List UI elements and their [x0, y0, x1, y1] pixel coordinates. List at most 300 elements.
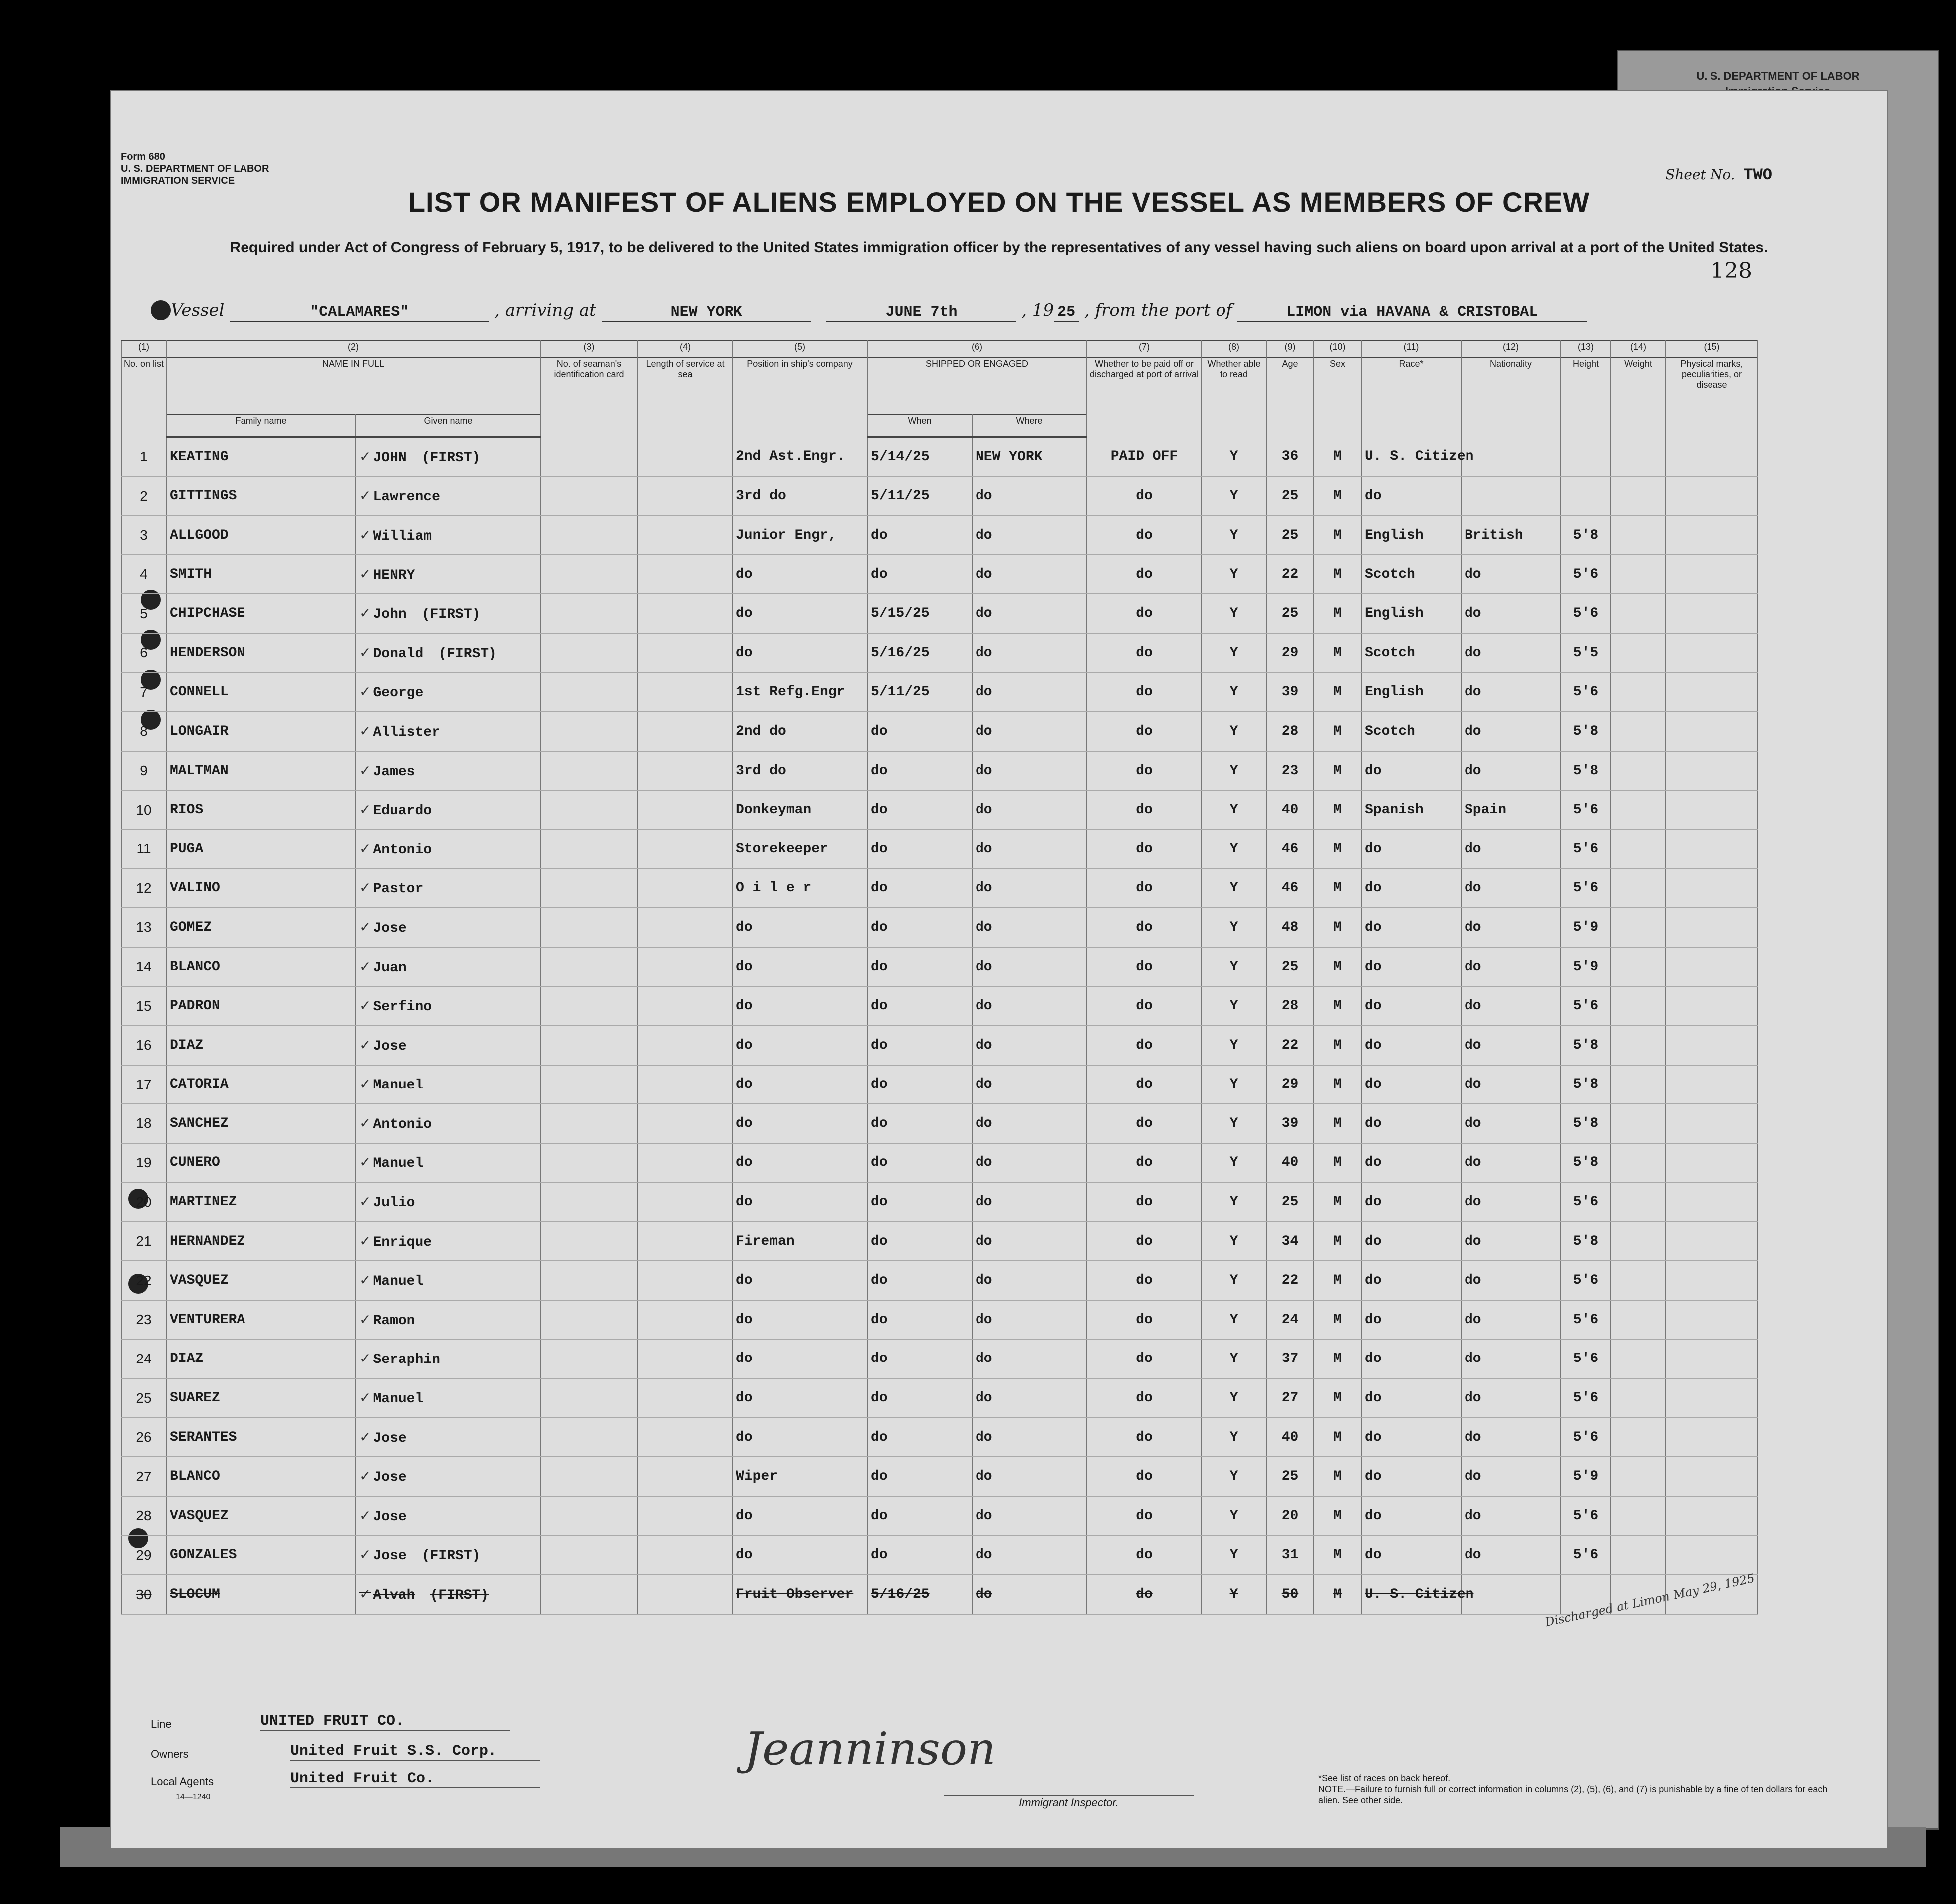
physical-marks-cell — [1666, 1222, 1758, 1261]
table-row — [121, 712, 1758, 751]
row-number-cell: 24 — [121, 1340, 166, 1379]
family-name-cell: GOMEZ — [166, 908, 356, 947]
shipped-where-cell: do — [972, 829, 1087, 869]
form-department: U. S. DEPARTMENT OF LABOR — [121, 163, 269, 174]
sheet-no-value: TWO — [1743, 166, 1772, 184]
height-cell: 5'6 — [1561, 594, 1611, 633]
family-name-cell: CUNERO — [166, 1143, 356, 1183]
sex-cell: M — [1314, 1182, 1361, 1222]
check-mark-icon: ✓ — [359, 1311, 371, 1328]
age-cell: 27 — [1266, 1378, 1314, 1418]
height-cell: 5'8 — [1561, 1026, 1611, 1065]
sex-cell: M — [1314, 1261, 1361, 1300]
table-row — [121, 1143, 1758, 1183]
height-cell: 5'6 — [1561, 1182, 1611, 1222]
row-number-cell: 26 — [121, 1418, 166, 1457]
shipped-when-cell: do — [867, 829, 972, 869]
arrival-year: 25 — [1054, 304, 1079, 322]
nationality-cell: do — [1461, 633, 1561, 673]
able-to-read-cell: Y — [1202, 1143, 1266, 1183]
id-card-cell — [540, 1418, 638, 1457]
age-cell: 29 — [1266, 1065, 1314, 1104]
id-card-cell — [540, 908, 638, 947]
shipped-when-cell: do — [867, 1026, 972, 1065]
arrival-date: JUNE 7th — [826, 304, 1016, 322]
position-cell: 3rd do — [733, 751, 867, 791]
shipped-where-cell: do — [972, 1457, 1087, 1496]
shipped-when-cell: do — [867, 1065, 972, 1104]
weight-cell — [1611, 1340, 1666, 1379]
family-name-cell: MARTINEZ — [166, 1182, 356, 1222]
age-cell: 48 — [1266, 908, 1314, 947]
position-cell: Fireman — [733, 1222, 867, 1261]
table-row — [121, 1182, 1758, 1222]
able-to-read-cell: Y — [1202, 1378, 1266, 1418]
physical-marks-cell — [1666, 594, 1758, 633]
physical-marks-cell — [1666, 673, 1758, 712]
given-name-text: George — [373, 685, 424, 701]
document-title: LIST OR MANIFEST OF ALIENS EMPLOYED ON THE VESSEL AS MEMBERS OF CREW — [408, 186, 1590, 218]
age-cell: 24 — [1266, 1300, 1314, 1340]
paid-off-cell: do — [1087, 908, 1202, 947]
row-number-cell: 4 — [121, 555, 166, 594]
position-cell: do — [733, 947, 867, 987]
age-cell: 28 — [1266, 986, 1314, 1026]
row-number-cell: 20 — [121, 1182, 166, 1222]
sex-cell: M — [1314, 555, 1361, 594]
id-card-cell — [540, 869, 638, 908]
race-cell: U. S. Citizen — [1361, 1575, 1461, 1614]
id-card-cell — [540, 1496, 638, 1536]
shipped-when-cell: do — [867, 1261, 972, 1300]
age-cell: 36 — [1266, 437, 1314, 477]
length-of-service-cell — [638, 1182, 733, 1222]
table-row — [121, 1575, 1758, 1614]
length-of-service-cell — [638, 712, 733, 751]
shipped-when-cell: do — [867, 908, 972, 947]
physical-marks-cell — [1666, 790, 1758, 829]
shipped-when-cell: do — [867, 1340, 972, 1379]
shipped-when-cell: do — [867, 947, 972, 987]
header-id-card: No. of seaman's identification card — [540, 358, 638, 437]
weight-cell — [1611, 986, 1666, 1026]
physical-marks-cell — [1666, 947, 1758, 987]
height-cell: 5'8 — [1561, 1222, 1611, 1261]
check-mark-icon: ✓ — [359, 683, 371, 700]
paid-off-cell: PAID OFF — [1087, 437, 1202, 477]
height-cell: 5'6 — [1561, 1300, 1611, 1340]
race-cell: do — [1361, 1026, 1461, 1065]
family-name-cell: VASQUEZ — [166, 1496, 356, 1536]
table-row — [121, 555, 1758, 594]
id-card-cell — [540, 1104, 638, 1143]
able-to-read-cell: Y — [1202, 986, 1266, 1026]
row-number-cell: 6 — [121, 633, 166, 673]
table-row — [121, 1378, 1758, 1418]
paid-off-cell: do — [1087, 869, 1202, 908]
crew-manifest-table — [121, 340, 1758, 1615]
length-of-service-cell — [638, 1575, 733, 1614]
row-number-cell: 30 — [121, 1575, 166, 1614]
nationality-cell: do — [1461, 594, 1561, 633]
shipped-where-cell: do — [972, 947, 1087, 987]
given-name-cell — [356, 594, 540, 633]
nationality-cell: do — [1461, 1065, 1561, 1104]
age-cell: 40 — [1266, 1143, 1314, 1183]
family-name-cell: CATORIA — [166, 1065, 356, 1104]
given-name-cell — [356, 1496, 540, 1536]
height-cell — [1561, 437, 1611, 477]
length-of-service-cell — [638, 594, 733, 633]
id-card-cell — [540, 1536, 638, 1575]
id-card-cell — [540, 1575, 638, 1614]
height-cell — [1561, 477, 1611, 516]
shipped-where-cell: do — [972, 1300, 1087, 1340]
first-trip-marker: (FIRST) — [421, 1548, 481, 1564]
height-cell: 5'6 — [1561, 829, 1611, 869]
length-of-service-cell — [638, 1457, 733, 1496]
given-name-cell — [356, 1222, 540, 1261]
col-num: (10) — [1314, 341, 1361, 358]
shipped-where-cell: do — [972, 1340, 1087, 1379]
physical-marks-cell — [1666, 1496, 1758, 1536]
physical-marks-cell — [1666, 1536, 1758, 1575]
row-number-cell: 16 — [121, 1026, 166, 1065]
col-num: (8) — [1202, 341, 1266, 358]
inspector-signature: Jeanninson — [744, 1723, 996, 1775]
shipped-when-cell: 5/15/25 — [867, 594, 972, 633]
shipped-where-cell: do — [972, 751, 1087, 791]
weight-cell — [1611, 751, 1666, 791]
paid-off-cell: do — [1087, 1143, 1202, 1183]
race-cell: do — [1361, 1496, 1461, 1536]
col-num: (6) — [867, 341, 1087, 358]
position-cell: Donkeyman — [733, 790, 867, 829]
age-cell: 40 — [1266, 790, 1314, 829]
given-name-cell — [356, 1457, 540, 1496]
race-cell: do — [1361, 1104, 1461, 1143]
paid-off-cell: do — [1087, 1575, 1202, 1614]
nationality-cell: do — [1461, 829, 1561, 869]
header-sex: Sex — [1314, 358, 1361, 437]
row-number-cell: 13 — [121, 908, 166, 947]
row-number-cell: 25 — [121, 1378, 166, 1418]
id-card-cell — [540, 1261, 638, 1300]
length-of-service-cell — [638, 986, 733, 1026]
able-to-read-cell: Y — [1202, 908, 1266, 947]
table-row — [121, 1222, 1758, 1261]
shipped-where-cell: do — [972, 1378, 1087, 1418]
family-name-cell: BLANCO — [166, 1457, 356, 1496]
length-of-service-cell — [638, 908, 733, 947]
family-name-cell: VENTURERA — [166, 1300, 356, 1340]
family-name-cell: SUAREZ — [166, 1378, 356, 1418]
weight-cell — [1611, 633, 1666, 673]
header-name-in-full: NAME IN FULL — [166, 358, 540, 415]
header-weight: Weight — [1611, 358, 1666, 437]
first-trip-marker: (FIRST) — [421, 607, 481, 623]
paid-off-cell: do — [1087, 986, 1202, 1026]
given-name-cell — [356, 477, 540, 516]
shipped-when-cell: do — [867, 751, 972, 791]
nationality-cell: do — [1461, 1496, 1561, 1536]
position-cell: do — [733, 633, 867, 673]
length-of-service-cell — [638, 1026, 733, 1065]
able-to-read-cell: Y — [1202, 869, 1266, 908]
weight-cell — [1611, 1418, 1666, 1457]
sex-cell: M — [1314, 751, 1361, 791]
shipped-when-cell: do — [867, 1222, 972, 1261]
id-card-cell — [540, 1182, 638, 1222]
given-name-cell — [356, 1418, 540, 1457]
table-row — [121, 908, 1758, 947]
table-row — [121, 1496, 1758, 1536]
paid-off-cell: do — [1087, 1536, 1202, 1575]
nationality-cell: do — [1461, 1026, 1561, 1065]
paid-off-cell: do — [1087, 751, 1202, 791]
owners-label: Owners — [151, 1748, 189, 1760]
given-name-cell — [356, 633, 540, 673]
able-to-read-cell: Y — [1202, 555, 1266, 594]
height-cell: 5'6 — [1561, 1378, 1611, 1418]
physical-marks-cell — [1666, 1457, 1758, 1496]
race-cell: English — [1361, 594, 1461, 633]
shipped-where-cell: do — [972, 1104, 1087, 1143]
sex-cell: M — [1314, 712, 1361, 751]
shipped-when-cell: do — [867, 1378, 972, 1418]
length-of-service-cell — [638, 1378, 733, 1418]
header-where: Where — [972, 415, 1087, 437]
race-cell: U. S. Citizen — [1361, 437, 1461, 477]
age-cell: 39 — [1266, 673, 1314, 712]
col-num: (12) — [1461, 341, 1561, 358]
position-cell: Junior Engr, — [733, 516, 867, 555]
check-mark-icon: ✓ — [359, 997, 371, 1014]
given-name-text: Manuel — [373, 1156, 424, 1172]
shipped-when-cell: do — [867, 1496, 972, 1536]
height-cell: 5'6 — [1561, 555, 1611, 594]
table-row — [121, 869, 1758, 908]
race-cell: English — [1361, 673, 1461, 712]
family-name-cell: KEATING — [166, 437, 356, 477]
given-name-cell — [356, 673, 540, 712]
shipped-when-cell: do — [867, 1104, 972, 1143]
height-cell: 5'9 — [1561, 947, 1611, 987]
col-num: (15) — [1666, 341, 1758, 358]
family-name-cell: SANCHEZ — [166, 1104, 356, 1143]
row-number-cell: 5 — [121, 594, 166, 633]
shipped-where-cell: do — [972, 1222, 1087, 1261]
height-cell: 5'5 — [1561, 633, 1611, 673]
able-to-read-cell: Y — [1202, 1065, 1266, 1104]
length-of-service-cell — [638, 869, 733, 908]
shipped-where-cell: do — [972, 908, 1087, 947]
position-cell: O i l e r — [733, 869, 867, 908]
family-name-cell: VASQUEZ — [166, 1261, 356, 1300]
sex-cell: M — [1314, 437, 1361, 477]
row-number-cell: 17 — [121, 1065, 166, 1104]
row-number-cell: 18 — [121, 1104, 166, 1143]
age-cell: 25 — [1266, 594, 1314, 633]
shipped-when-cell: do — [867, 1418, 972, 1457]
check-mark-icon: ✓ — [359, 1076, 371, 1092]
race-cell: do — [1361, 1340, 1461, 1379]
weight-cell — [1611, 1104, 1666, 1143]
id-card-cell — [540, 1457, 638, 1496]
age-cell: 25 — [1266, 1182, 1314, 1222]
weight-cell — [1611, 516, 1666, 555]
sex-cell: M — [1314, 1575, 1361, 1614]
able-to-read-cell: Y — [1202, 1457, 1266, 1496]
shipped-where-cell: do — [972, 712, 1087, 751]
row-number-cell: 22 — [121, 1261, 166, 1300]
paid-off-cell: do — [1087, 1026, 1202, 1065]
id-card-cell — [540, 516, 638, 555]
height-cell: 5'8 — [1561, 1065, 1611, 1104]
position-cell: do — [733, 1418, 867, 1457]
height-cell: 5'6 — [1561, 1496, 1611, 1536]
weight-cell — [1611, 1457, 1666, 1496]
table-row — [121, 437, 1758, 477]
manifest-sheet — [110, 90, 1888, 1849]
year-label: , 19 — [1021, 300, 1054, 320]
id-card-cell — [540, 1143, 638, 1183]
weight-cell — [1611, 790, 1666, 829]
id-card-cell — [540, 986, 638, 1026]
row-number-cell: 21 — [121, 1222, 166, 1261]
shipped-when-cell: do — [867, 712, 972, 751]
check-mark-icon: ✓ — [359, 1546, 371, 1563]
sex-cell: M — [1314, 477, 1361, 516]
sex-cell: M — [1314, 1300, 1361, 1340]
family-name-cell: SLOCUM — [166, 1575, 356, 1614]
race-cell: do — [1361, 986, 1461, 1026]
table-row — [121, 594, 1758, 633]
length-of-service-cell — [638, 1222, 733, 1261]
handwritten-sheet-number: 128 — [1711, 258, 1752, 283]
length-of-service-cell — [638, 1536, 733, 1575]
race-cell: do — [1361, 751, 1461, 791]
shipped-where-cell: NEW YORK — [972, 437, 1087, 477]
check-mark-icon: ✓ — [359, 958, 371, 975]
paid-off-cell: do — [1087, 1104, 1202, 1143]
paid-off-cell: do — [1087, 790, 1202, 829]
physical-marks-cell — [1666, 751, 1758, 791]
row-number-cell: 3 — [121, 516, 166, 555]
height-cell: 5'8 — [1561, 751, 1611, 791]
footer-notes — [1318, 1773, 1842, 1806]
shipped-where-cell: do — [972, 477, 1087, 516]
length-of-service-cell — [638, 947, 733, 987]
check-mark-icon: ✓ — [359, 605, 371, 622]
check-mark-icon: ✓ — [359, 644, 371, 661]
length-of-service-cell — [638, 673, 733, 712]
races-note: *See list of races on back hereof. — [1318, 1773, 1451, 1783]
physical-marks-cell — [1666, 908, 1758, 947]
length-of-service-cell — [638, 555, 733, 594]
paid-off-cell: do — [1087, 673, 1202, 712]
length-of-service-cell — [638, 477, 733, 516]
position-cell: do — [733, 1261, 867, 1300]
physical-marks-cell — [1666, 986, 1758, 1026]
header-nationality: Nationality — [1461, 358, 1561, 437]
check-mark-icon: ✓ — [359, 1350, 371, 1367]
arrival-port: NEW YORK — [602, 304, 811, 322]
row-number-cell: 9 — [121, 751, 166, 791]
weight-cell — [1611, 829, 1666, 869]
given-name-cell — [356, 829, 540, 869]
height-cell: 5'6 — [1561, 1536, 1611, 1575]
given-name-text: Jose — [373, 1509, 407, 1525]
id-card-cell — [540, 1300, 638, 1340]
given-name-text: HENRY — [373, 567, 415, 583]
given-name-text: JOHN — [373, 450, 407, 466]
shipped-when-cell: do — [867, 790, 972, 829]
nationality-cell: do — [1461, 1104, 1561, 1143]
id-card-cell — [540, 594, 638, 633]
shipped-when-cell: do — [867, 1300, 972, 1340]
paid-off-cell: do — [1087, 594, 1202, 633]
weight-cell — [1611, 1065, 1666, 1104]
shipped-where-cell: do — [972, 1065, 1087, 1104]
header-paid-off: Whether to be paid off or discharged at port of arrival — [1087, 358, 1202, 437]
nationality-cell — [1461, 437, 1561, 477]
check-mark-icon: ✓ — [359, 1154, 371, 1171]
race-cell: Scotch — [1361, 712, 1461, 751]
position-cell: do — [733, 908, 867, 947]
length-of-service-cell — [638, 1300, 733, 1340]
check-mark-icon: ✓ — [359, 1036, 371, 1053]
paid-off-cell: do — [1087, 1340, 1202, 1379]
position-cell: do — [733, 1536, 867, 1575]
shipped-where-cell: do — [972, 986, 1087, 1026]
check-mark-icon: ✓ — [359, 722, 371, 739]
able-to-read-cell: Y — [1202, 1026, 1266, 1065]
paid-off-cell: do — [1087, 516, 1202, 555]
sex-cell: M — [1314, 1026, 1361, 1065]
height-cell: 5'8 — [1561, 1143, 1611, 1183]
header-position: Position in ship's company — [733, 358, 867, 437]
check-mark-icon: ✓ — [359, 1389, 371, 1406]
position-cell: do — [733, 1026, 867, 1065]
id-card-cell — [540, 1065, 638, 1104]
nationality-cell: do — [1461, 1222, 1561, 1261]
shipped-where-cell: do — [972, 1182, 1087, 1222]
sheet-number-label — [1665, 166, 1772, 184]
check-mark-icon: ✓ — [359, 801, 371, 818]
shipped-when-cell: do — [867, 1143, 972, 1183]
row-number-cell: 28 — [121, 1496, 166, 1536]
length-of-service-cell — [638, 633, 733, 673]
position-cell: do — [733, 1143, 867, 1183]
weight-cell — [1611, 555, 1666, 594]
weight-cell — [1611, 594, 1666, 633]
family-name-cell: LONGAIR — [166, 712, 356, 751]
family-name-cell: GITTINGS — [166, 477, 356, 516]
age-cell: 22 — [1266, 1026, 1314, 1065]
able-to-read-cell: Y — [1202, 1536, 1266, 1575]
nationality-cell: do — [1461, 947, 1561, 987]
given-name-text: Eduardo — [373, 803, 432, 819]
physical-marks-cell — [1666, 437, 1758, 477]
given-name-cell — [356, 516, 540, 555]
given-name-text: Antonio — [373, 1116, 432, 1132]
col-num: (2) — [166, 341, 540, 358]
from-port: LIMON via HAVANA & CRISTOBAL — [1237, 304, 1587, 322]
sex-cell: M — [1314, 1418, 1361, 1457]
family-name-cell: BLANCO — [166, 947, 356, 987]
race-cell: do — [1361, 1261, 1461, 1300]
